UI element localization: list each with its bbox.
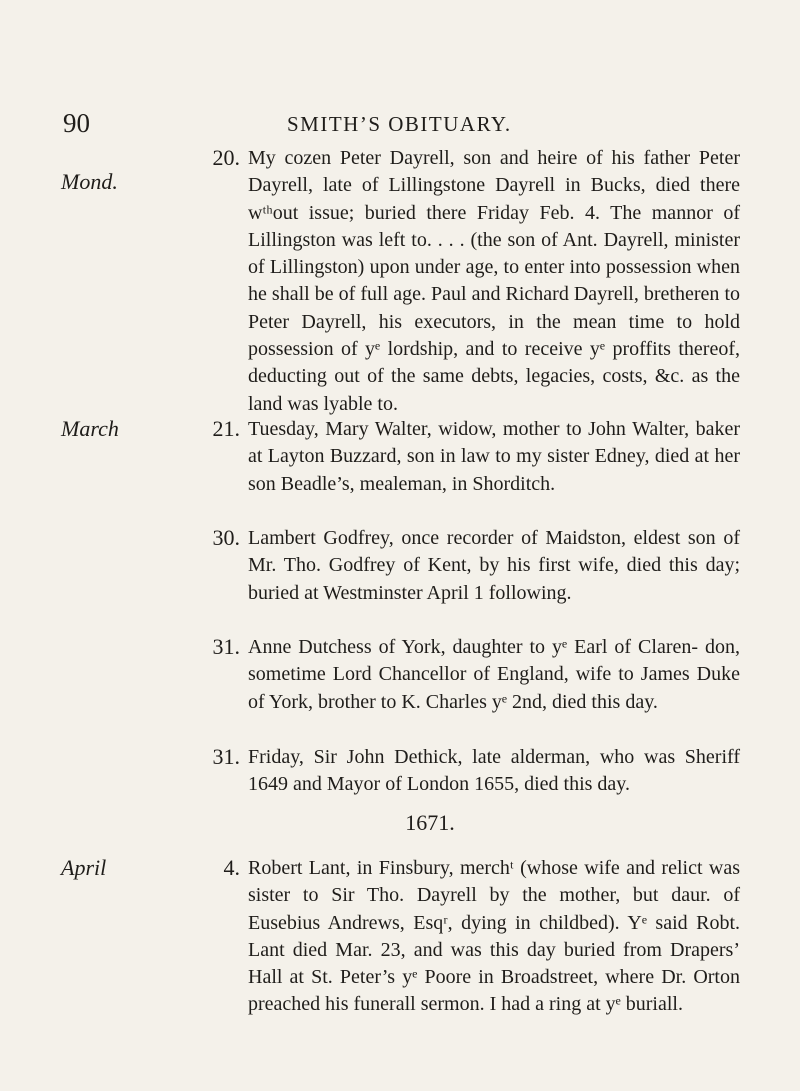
- month-label: March: [61, 416, 119, 441]
- entry-day: 31.: [212, 744, 240, 769]
- entry-text: Anne Dutchess of York, daughter to yᵉ Earl of Claren- don, sometime Lord Chancellor of England, wife to James Duke of York, brother to K. Charles yᵉ 2nd, died this day.: [248, 636, 740, 713]
- month-label: April: [61, 855, 107, 880]
- entry-day: 20.: [212, 145, 240, 170]
- month-label-mond: Mond.: [61, 169, 118, 194]
- entry-day: 31.: [212, 634, 240, 659]
- entry-text: Robert Lant, in Finsbury, merchᵗ (whose wife and relict was sister to Sir Tho. Dayrell by the mother, but daur. of Eusebius Andrews, Esqʳ, dying in childbed). Yᵉ said Robt. Lant died Mar. 23, and was this day buried from Drapers’ Hall at St. Peter’s yᵉ Poore in Broadstreet, where Dr. Orton preached his funerall sermon. I had a ring at yᵉ buriall.: [248, 857, 740, 1016]
- entry-text: Friday, Sir John Dethick, late alderman, who was Sheriff 1649 and Mayor of London 1655, died this day.: [248, 746, 740, 796]
- entry-day: 30.: [212, 525, 240, 550]
- entry-text: Tuesday, Mary Walter, widow, mother to John Walter, baker at Layton Buzzard, son in law to my sister Edney, died at her son Beadle’s, mealeman, in Shorditch.: [248, 418, 740, 495]
- page-number: 90: [63, 108, 90, 138]
- entry-text: Lambert Godfrey, once recorder of Maidston, eldest son of Mr. Tho. Godfrey of Kent, by his first wife, died this day; buried at Westminster April 1 following.: [248, 527, 740, 604]
- entry-text: My cozen Peter Dayrell, son and heire of his father Peter Dayrell, late of Lillingstone Dayrell in Bucks, died there wᵗʰout issue; buried there Friday Feb. 4. The mannor of Lillingston was left to. . . . (the son of Ant. Dayrell, minister of Lillingston) upon under age, to enter into possession when he shall be of full age. Paul and Richard Dayrell, bretheren to Peter Dayrell, his executors, in the mean time to hold possession of yᵉ lordship, and to receive yᵉ proffits thereof, deducting out of the same debts, legacies, costs, &c. as the land was lyable to.: [248, 147, 740, 415]
- running-title: SMITH’S OBITUARY.: [287, 112, 512, 136]
- year-heading: 1671.: [405, 810, 455, 835]
- entry-day: 21.: [212, 416, 240, 441]
- entry-day: 4.: [223, 855, 240, 880]
